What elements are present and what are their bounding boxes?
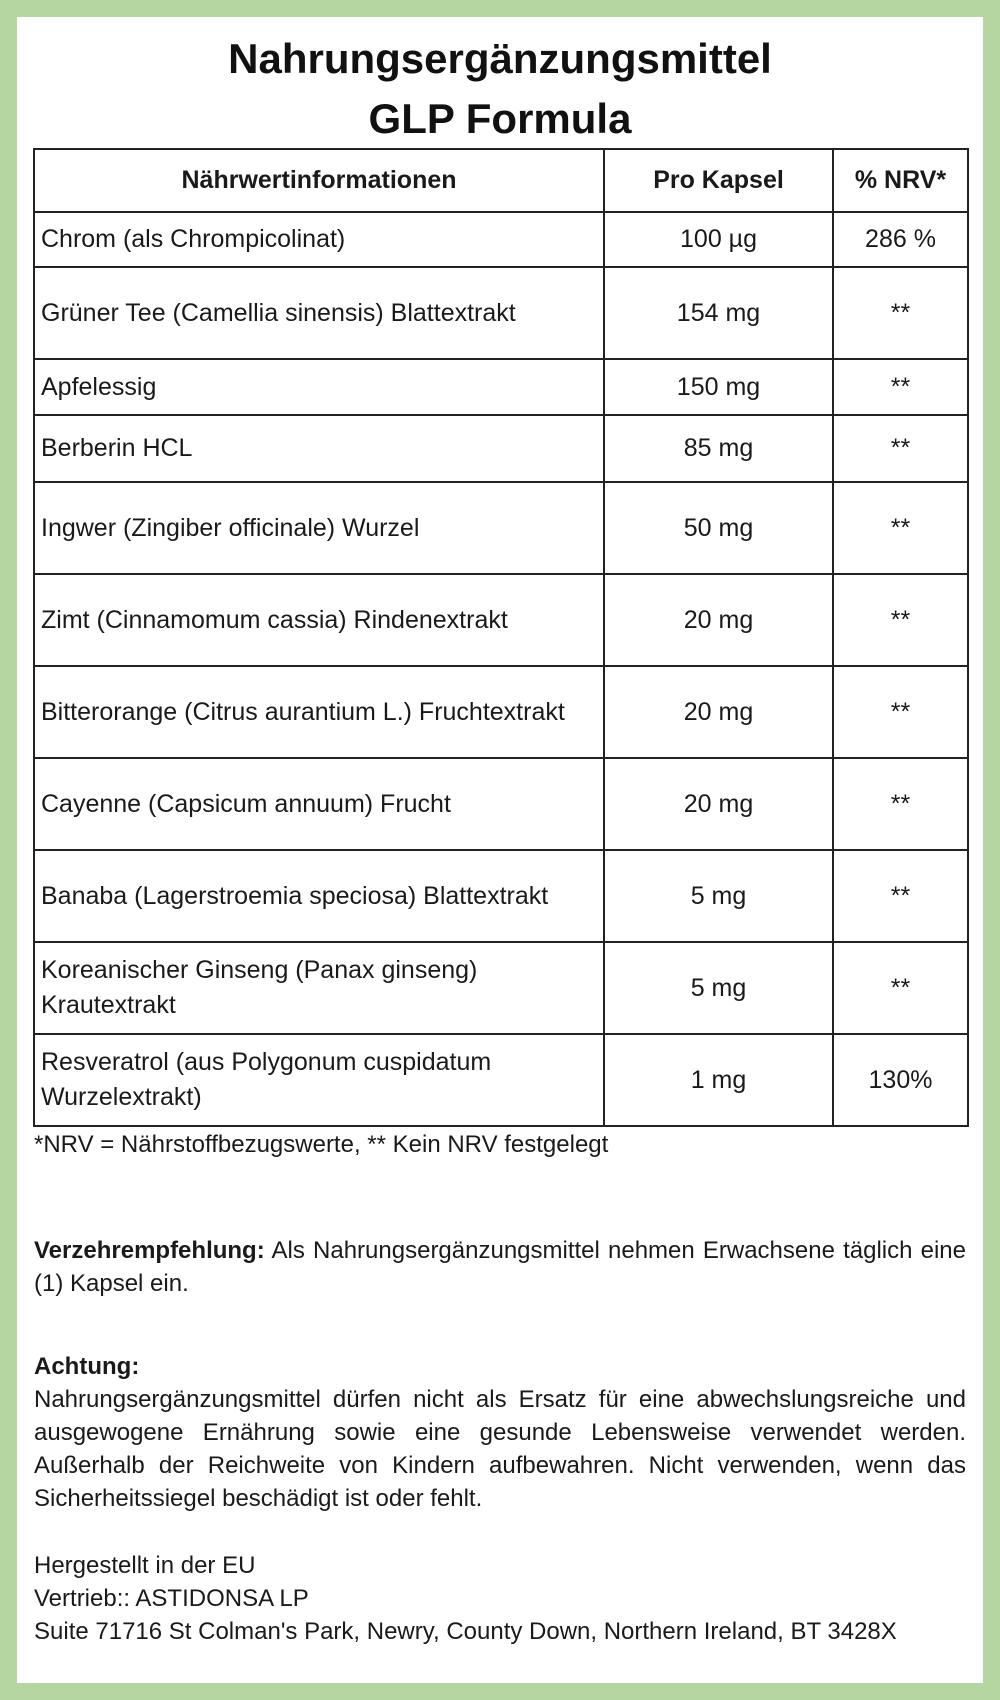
ingredient-amount: 20 mg [604, 666, 833, 758]
title-line-2: GLP Formula [368, 95, 632, 142]
ingredient-amount: 1 mg [604, 1034, 833, 1126]
ingredient-amount: 50 mg [604, 482, 833, 574]
warning-label: Achtung: [34, 1353, 140, 1380]
table-row [34, 666, 968, 758]
ingredient-amount: 20 mg [604, 574, 833, 666]
ingredient-nrv: ** [833, 267, 968, 359]
table-row [34, 267, 968, 359]
ingredient-amount: 5 mg [604, 850, 833, 942]
ingredient-nrv: ** [833, 482, 968, 574]
header-nrv: % NRV* [833, 149, 968, 212]
ingredient-nrv: ** [833, 359, 968, 415]
ingredient-name: Berberin HCL [34, 415, 604, 482]
manufacturer-distributor: Vertrieb:: ASTIDONSA LP [34, 1585, 309, 1612]
manufacturer-info [34, 1549, 897, 1648]
ingredient-name: Bitterorange (Citrus aurantium L.) Fruchtextrakt [34, 666, 604, 758]
ingredient-nrv: ** [833, 758, 968, 850]
label-panel [17, 17, 983, 1683]
ingredient-amount: 154 mg [604, 267, 833, 359]
ingredient-nrv: ** [833, 942, 968, 1034]
warning-text: Nahrungsergänzungsmittel dürfen nicht als Ersatz für eine abwechslungsreiche und ausgewogene Ernährung sowie eine gesunde Lebensweise verwendet werden. Außerhalb der Reichweite von Kindern aufbewahren. Nicht verwenden, wenn das Sicherheitssiegel beschädigt ist oder fehlt. [34, 1386, 966, 1512]
ingredient-nrv: ** [833, 574, 968, 666]
header-nutrition-info: Nährwertinformationen [34, 149, 604, 212]
manufacturer-address: Suite 71716 St Colman's Park, Newry, County Down, Northern Ireland, BT 3428X [34, 1618, 897, 1645]
ingredient-amount: 100 µg [604, 212, 833, 267]
ingredient-nrv: ** [833, 415, 968, 482]
ingredient-name: Banaba (Lagerstroemia speciosa) Blattextrakt [34, 850, 604, 942]
ingredient-name: Apfelessig [34, 359, 604, 415]
ingredient-nrv: ** [833, 666, 968, 758]
ingredient-name: Cayenne (Capsicum annuum) Frucht [34, 758, 604, 850]
ingredient-amount: 20 mg [604, 758, 833, 850]
table-row [34, 359, 968, 415]
title-line-1: Nahrungsergänzungsmittel [228, 35, 772, 82]
nutrition-table [33, 148, 969, 1127]
warning-section [34, 1350, 966, 1515]
ingredient-name: Ingwer (Zingiber officinale) Wurzel [34, 482, 604, 574]
table-row [34, 212, 968, 267]
table-row [34, 1034, 968, 1126]
ingredient-amount: 150 mg [604, 359, 833, 415]
ingredient-name: Zimt (Cinnamomum cassia) Rindenextrakt [34, 574, 604, 666]
usage-label: Verzehrempfehlung: [34, 1237, 265, 1264]
ingredient-nrv: 286 % [833, 212, 968, 267]
ingredient-amount: 85 mg [604, 415, 833, 482]
manufacturer-origin: Hergestellt in der EU [34, 1552, 256, 1579]
nrv-footnote: *NRV = Nährstoffbezugswerte, ** Kein NRV festgelegt [34, 1131, 609, 1158]
ingredient-name: Chrom (als Chrompicolinat) [34, 212, 604, 267]
ingredient-name: Grüner Tee (Camellia sinensis) Blattextrakt [34, 267, 604, 359]
table-row [34, 758, 968, 850]
table-row [34, 850, 968, 942]
product-title [17, 29, 983, 149]
ingredient-name: Koreanischer Ginseng (Panax ginseng) Krautextrakt [34, 942, 604, 1034]
usage-text: Als Nahrungsergänzungsmittel nehmen Erwachsene täglich eine (1) Kapsel ein. [34, 1237, 966, 1297]
table-row [34, 482, 968, 574]
header-per-capsule: Pro Kapsel [604, 149, 833, 212]
usage-recommendation [34, 1234, 966, 1300]
ingredient-nrv: 130% [833, 1034, 968, 1126]
table-row [34, 574, 968, 666]
table-row [34, 942, 968, 1034]
table-row [34, 415, 968, 482]
table-header-row [34, 149, 968, 212]
ingredient-name: Resveratrol (aus Polygonum cuspidatum Wurzelextrakt) [34, 1034, 604, 1126]
ingredient-nrv: ** [833, 850, 968, 942]
ingredient-amount: 5 mg [604, 942, 833, 1034]
